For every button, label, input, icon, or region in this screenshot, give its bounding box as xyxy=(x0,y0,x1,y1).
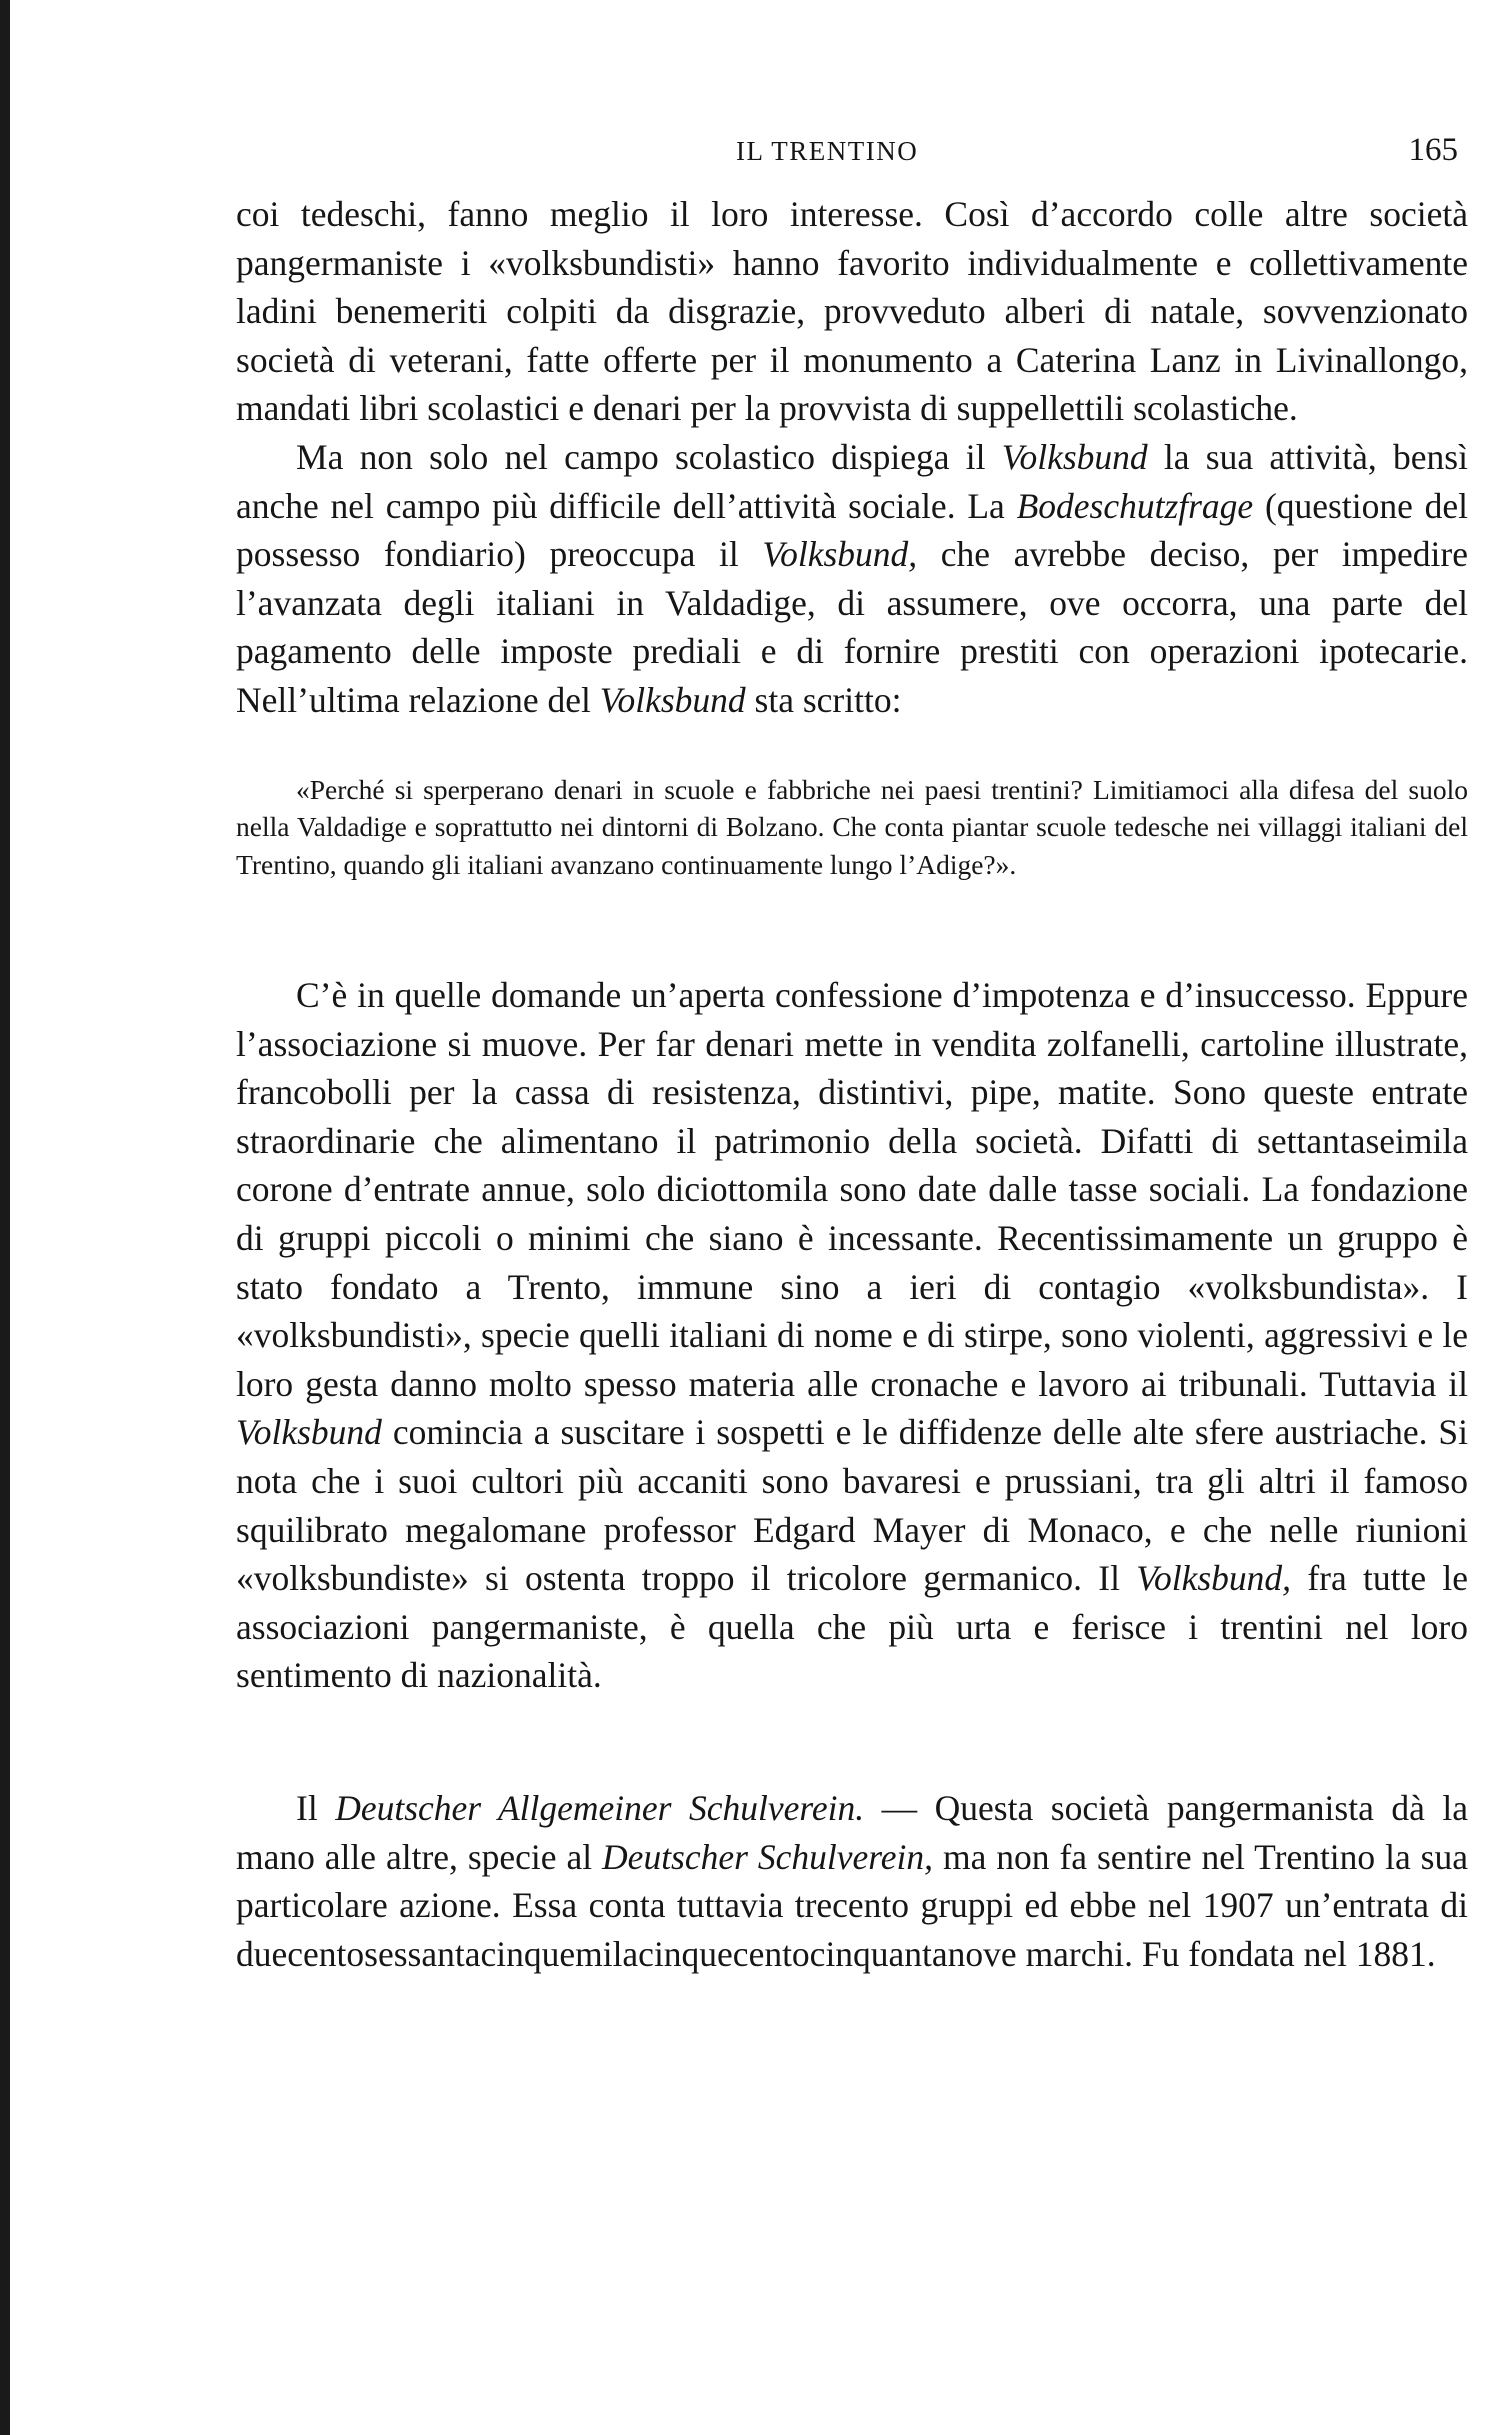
paragraph-1-text: coi tedeschi, fanno meglio il loro interesse. Così d’accordo colle altre società pangermaniste i «volksbundisti» hanno favorito individualmente e collettivamente ladini benemeriti colpiti da disgrazie, provveduto alberi di natale, sovvenzionato società di veterani, fatte offerte per il monumento a Caterina Lanz in Livinallongo, mandati libri scolastici e denari per la provvista di suppellettili scolastiche. xyxy=(236,194,1468,429)
paragraph-3-italic-1: Volksbund xyxy=(236,1412,382,1453)
paragraph-3-text-1: C’è in quelle domande un’aperta confessione d’impotenza e d’insuccesso. Eppure l’associazione si muove. Per far denari mette in vendita zolfanelli, cartoline illustrate, francobolli per la cassa di resistenza, distintivi, pipe, matite. Sono queste entrate straordinarie che alimentano il patrimonio della società. Difatti di settantaseimila corone d’entrate annue, solo diciottomila sono date dalle tasse sociali. La fondazione di gruppi piccoli o minimi che siano è incessante. Recentissimamente un gruppo è stato fondato a Trento, immune sino a ieri di contagio «volksbundista». I «volksbundisti», specie quelli italiani di nome e di stirpe, sono violenti, aggressivi e le loro gesta danno molto spesso materia alle cronache e lavoro ai tribunali. Tuttavia il xyxy=(236,975,1468,1404)
paragraph-2-italic-2: Bodeschutzfrage xyxy=(1016,485,1254,526)
block-quote xyxy=(236,771,1468,884)
paragraph-4-italic-1: Deutscher Allgemeiner Schulverein. xyxy=(335,1787,865,1828)
paragraph-2-text-3: (questione del possesso fondiario) preoccupa il xyxy=(236,485,1468,575)
paragraph-2-text-1: Ma non solo nel campo scolastico dispiega il xyxy=(296,436,1002,477)
paragraph-4-text-3: ma non fa sentire nel Trentino la sua particolare azione. Essa conta tuttavia trecento gruppi ed ebbe nel 1907 un’entrata di duecentosessantacinquemilacinquecentocinquantanove marchi. Fu fondata nel 1881. xyxy=(236,1836,1468,1974)
paragraph-4-text-1: Il xyxy=(296,1787,336,1828)
paragraph-2-italic-1: Volksbund xyxy=(1001,436,1148,477)
paragraph-3-text-3: fra tutte le associazioni pangermaniste, è quella che più urta e ferisce i trentini nel loro sentimento di nazionalità. xyxy=(236,1558,1468,1696)
page-number: 165 xyxy=(1408,132,1458,168)
paragraph-2-italic-4: Volksbund xyxy=(599,679,746,720)
page-header xyxy=(236,130,1468,190)
paragraph-3-text-2: comincia a suscitare i sospetti e le diffidenze delle alte sfere austriache. Si nota che i suoi cultori più accaniti sono bavaresi e prussiani, tra gli altri il famoso squilibrato megalomane professor Edgard Mayer di Monaco, e che nelle riunioni «volksbundiste» si ostenta troppo il tricolore germanico. Il xyxy=(236,1412,1468,1599)
paragraph-2-text-5: sta scritto: xyxy=(745,679,902,720)
paragraph-4 xyxy=(236,1784,1468,1978)
paragraph-1 xyxy=(236,190,1468,433)
book-page xyxy=(236,130,1468,1978)
book-spine-shadow xyxy=(0,0,10,2435)
paragraph-2-italic-3: Volksbund, xyxy=(762,534,918,575)
paragraph-4-italic-2: Deutscher Schulverein, xyxy=(602,1836,934,1877)
block-quote-text: «Perché si sperperano denari in scuole e fabbriche nei paesi trentini? Limitiamoci alla difesa del suolo nella Valdadige e soprattutto nei dintorni di Bolzano. Che conta piantar scuole tedesche nei villaggi italiani del Trentino, quando gli italiani avanzano continuamente lungo l’Adige?». xyxy=(236,773,1468,880)
paragraph-2-text-4: che avrebbe deciso, per impedire l’avanzata degli italiani in Valdadige, di assumere, ove occorra, una parte del pagamento delle imposte prediali e di fornire prestiti con operazioni ipotecarie. Nell’ultima relazione del xyxy=(236,534,1468,720)
paragraph-3-italic-2: Volksbund, xyxy=(1136,1558,1292,1599)
paragraph-2-text-2: la sua attività, bensì anche nel campo più difficile dell’attività sociale. La xyxy=(236,436,1468,526)
running-title: IL TRENTINO xyxy=(736,136,919,166)
paragraph-4-text-2: — Questa società pangermanista dà la mano alle altre, specie al xyxy=(236,1787,1468,1877)
paragraph-2 xyxy=(236,433,1468,725)
paragraph-3 xyxy=(236,971,1468,1700)
